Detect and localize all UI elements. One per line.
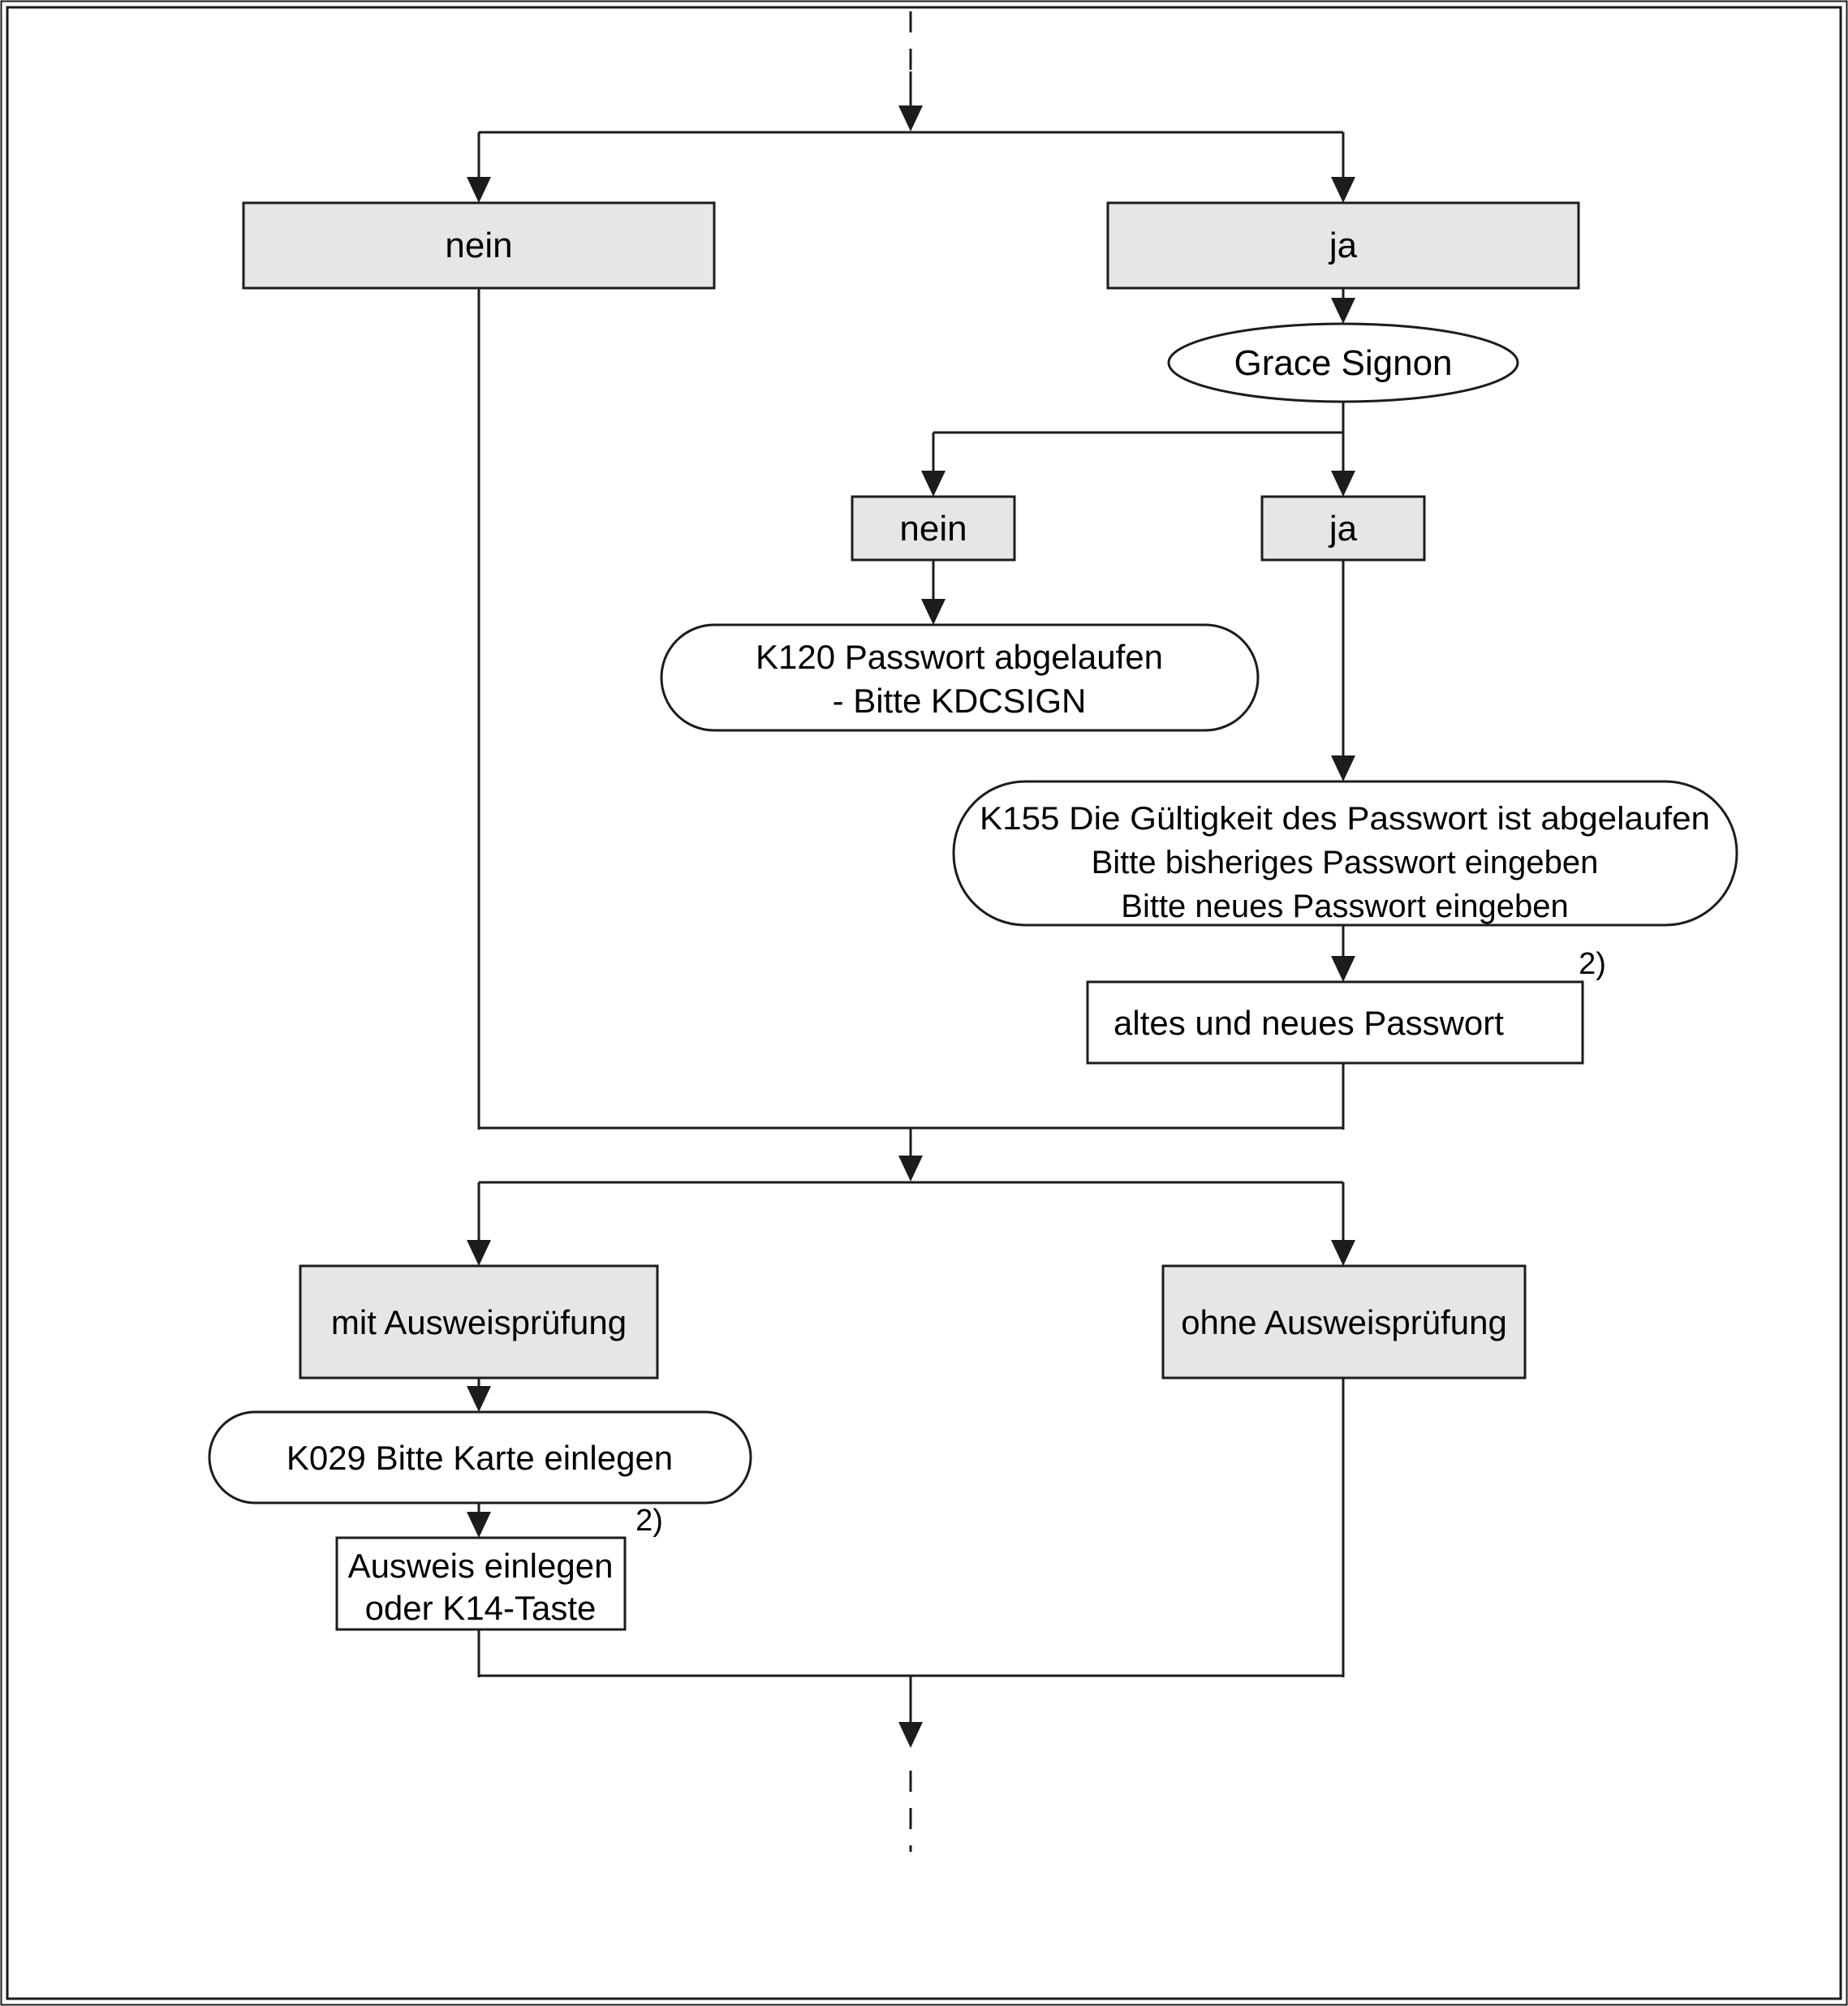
edge-yes-to-k155	[1331, 560, 1355, 781]
edge-branch3-right	[1331, 1182, 1355, 1266]
arrowhead-down-icon	[921, 599, 946, 625]
edge-k155-to-password-entry	[1331, 925, 1355, 982]
node-grace-signon	[1169, 324, 1518, 402]
branch-grace-no-label: nein	[899, 509, 967, 549]
branch-top-yes-label: ja	[1329, 226, 1358, 265]
edge-yes-to-grace-signon	[1331, 288, 1355, 324]
edge-branch1-right	[1331, 132, 1355, 203]
with-id-check-label: mit Ausweisprüfung	[330, 1303, 627, 1341]
arrowhead-down-icon	[1331, 755, 1355, 781]
arrowhead-down-icon	[1331, 177, 1355, 203]
node-without-id-check	[1163, 1266, 1525, 1378]
arrowhead-down-icon	[898, 1156, 923, 1182]
edge-branch2-left	[921, 433, 946, 497]
k029-label: K029 Bitte Karte einlegen	[286, 1439, 674, 1477]
edge-with-id-to-k029	[467, 1378, 491, 1412]
node-k120-message	[661, 625, 1258, 730]
edge-bottom-exit	[898, 1676, 923, 1852]
k155-line3: Bitte neues Passwort eingeben	[1121, 889, 1569, 924]
node-with-id-check	[300, 1266, 657, 1378]
edge-k029-to-id-entry	[467, 1503, 491, 1538]
node-branch-top-yes	[1108, 203, 1579, 288]
node-branch-top-no	[243, 203, 714, 288]
arrowhead-down-icon	[1331, 956, 1355, 982]
edge-no-to-k120	[921, 560, 946, 625]
arrowhead-down-icon	[467, 1386, 491, 1412]
grace-signon-label: Grace Signon	[1234, 343, 1453, 383]
branch-top-no-label: nein	[445, 226, 513, 265]
k120-line2: - Bitte KDCSIGN	[832, 682, 1087, 720]
k120-line1: K120 Passwort abgelaufen	[755, 638, 1164, 676]
without-id-check-label: ohne Ausweisprüfung	[1181, 1303, 1507, 1341]
edge-top-entry	[898, 11, 923, 131]
edge-branch3-left	[467, 1182, 491, 1266]
edge-branch2-right	[1331, 433, 1355, 497]
arrowhead-down-icon	[898, 1722, 923, 1748]
node-k155-message	[954, 781, 1737, 925]
id-entry-footnote: 2)	[635, 1504, 663, 1538]
id-entry-line1: Ausweis einlegen	[347, 1547, 614, 1585]
arrowhead-down-icon	[467, 177, 491, 203]
k155-line2: Bitte bisheriges Passwort eingeben	[1091, 845, 1599, 880]
arrowhead-down-icon	[1331, 298, 1355, 324]
arrowhead-down-icon	[467, 1240, 491, 1266]
arrowhead-down-icon	[898, 105, 923, 131]
arrowhead-down-icon	[1331, 471, 1355, 497]
password-entry-label: altes und neues Passwort	[1114, 1004, 1504, 1042]
branch-grace-yes-label: ja	[1329, 509, 1358, 549]
k155-line1: K155 Die Gültigkeit des Passwort ist abgelaufen	[980, 801, 1710, 837]
edge-merge1-center	[898, 1128, 923, 1182]
node-branch-grace-yes	[1262, 497, 1424, 560]
id-entry-line2: oder K14-Taste	[364, 1589, 597, 1627]
edge-branch1-left	[467, 132, 491, 203]
node-id-entry	[337, 1504, 663, 1629]
node-k029-message	[209, 1412, 751, 1503]
arrowhead-down-icon	[467, 1512, 491, 1538]
password-entry-footnote: 2)	[1579, 947, 1606, 981]
arrowhead-down-icon	[921, 471, 946, 497]
arrowhead-down-icon	[1331, 1240, 1355, 1266]
node-branch-grace-no	[852, 497, 1014, 560]
